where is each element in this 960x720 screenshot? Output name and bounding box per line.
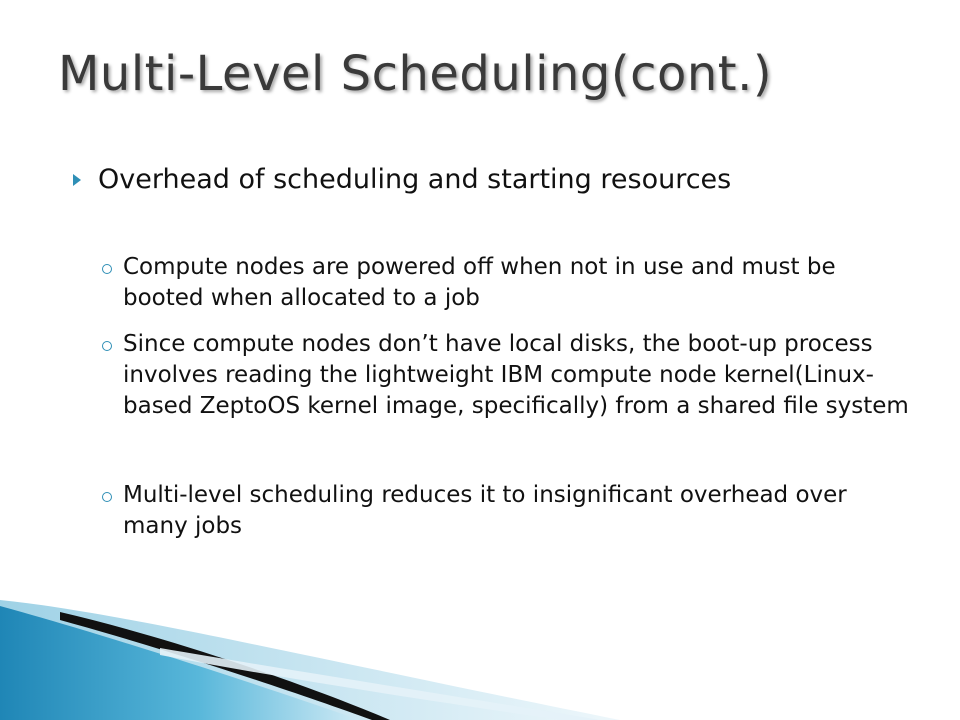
sub-bullet-2: Since compute nodes don’t have local disks, the boot-up process involves reading the lightweight IBM compute node kernel(Linux-based ZeptoOS kernel image, specifically) from a shared file system: [123, 331, 909, 419]
circle-bullet-icon: [102, 264, 112, 274]
circle-bullet-icon: [102, 341, 112, 351]
sub-bullet-1: Compute nodes are powered off when not in use and must be booted when allocated to a job: [123, 254, 836, 311]
circle-bullet-icon: [102, 492, 112, 502]
triangle-bullet-icon: [73, 174, 81, 186]
slide-title: Multi-Level Scheduling(cont.): [58, 46, 773, 102]
sub-bullet-3: Multi-level scheduling reduces it to insignificant overhead over many jobs: [123, 482, 847, 539]
bullet-level-1: Overhead of scheduling and starting resources: [98, 164, 732, 195]
